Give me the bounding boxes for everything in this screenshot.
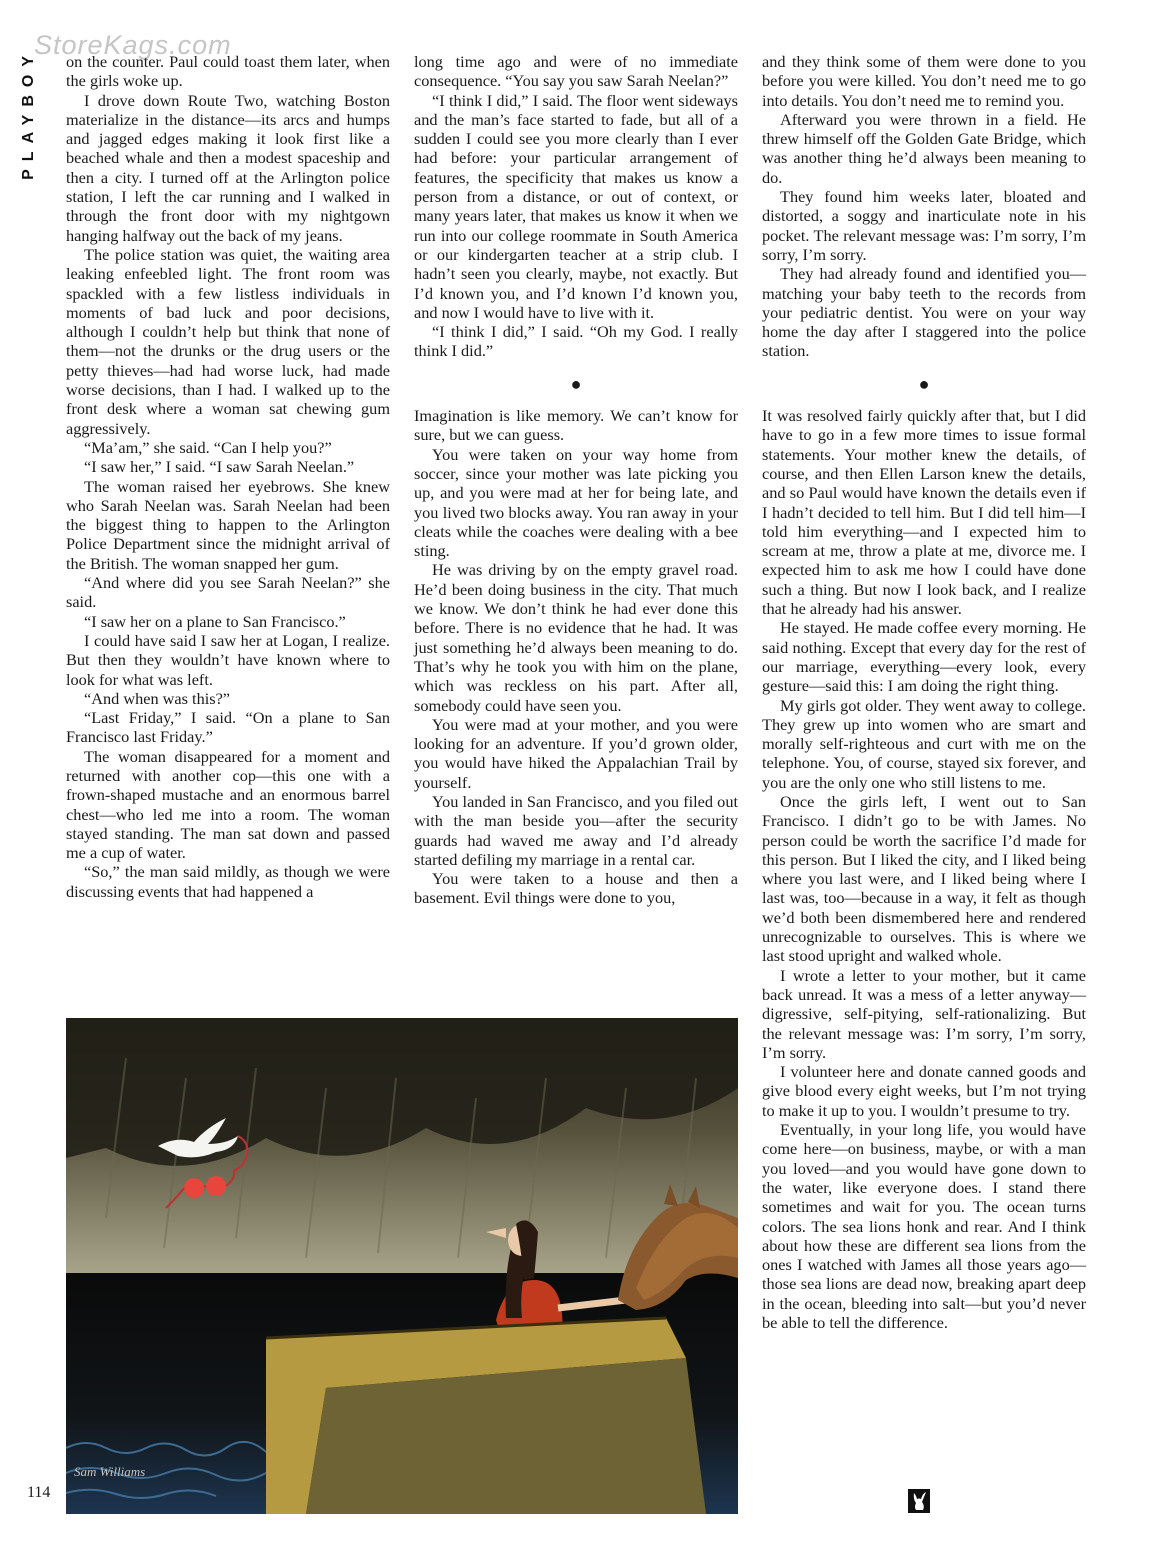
- paragraph: I drove down Route Two, watching Boston materialize in the distance—its arcs and humps and jagged edges making it look first like a beached whale and then a modest spaceship and then a city. I turned off at the Arlington police station, I left the car running and I walked in through the front door with my nightgown hanging halfway out the back of my jeans.: [66, 90, 390, 245]
- section-break-bullet: ●: [570, 373, 582, 394]
- paragraph: He was driving by on the empty gravel road. He’d been doing business in the city. That much we know. We don’t think he had ever done this before. There is no evidence that he had. It was just something he’d always been meaning to do. That’s why he took you with him on the plane, which was reckless on his part. After all, somebody could have seen you.: [414, 560, 738, 715]
- story-illustration: [66, 1018, 738, 1514]
- paragraph: “I saw her on a plane to San Francisco.”: [84, 611, 346, 631]
- paragraph: long time ago and were of no immediate consequence. “You say you saw Sarah Neelan?”: [414, 52, 738, 91]
- illustration-art: [66, 1018, 738, 1514]
- paragraph: You were mad at your mother, and you were looking for an adventure. If you’d grown older, you would have hiked the Appalachian Trail by yourself.: [414, 714, 738, 792]
- paragraph: You were taken on your way home from soccer, since your mother was late picking you up, and you were mad at her for being late, and you lived two blocks away. You ran away in your cleats while the coaches were dealing with a bee sting.: [414, 444, 738, 561]
- paragraph: You were taken to a house and then a basement. Evil things were done to you,: [414, 869, 738, 908]
- section-break-bullet: ●: [918, 373, 930, 394]
- paragraph: It was resolved fairly quickly after that, but I did have to go in a few more times to issue formal statements. Your mother knew the details, of course, and then Ellen Larson knew the details, and so Paul would have known the details even if I hadn’t decided to tell him. But I did tell him—I told him everything—and I expected him to scream at me, throw a plate at me, divorce me. I expected him to ask me how I could have done such a thing. But now I look back, and I realize that he already had his answer.: [762, 406, 1086, 619]
- playboy-rabbit-icon: [908, 1489, 930, 1513]
- paragraph: “I think I did,” I said. The floor went sideways and the man’s face started to fade, but all of a sudden I could see you more clearly than I ever had before: your particular arrangement of features, the specificity that makes us know a person from a distance, or out of context, or many years later, that makes us know it when we run into our college roommate in South America or our kindergarten teacher at a strip club. I hadn’t seen you clearly, maybe, not exactly. But I’d known you, and I’d known I’d known you, and now I would have to live with it.: [414, 90, 738, 322]
- paragraph: He stayed. He made coffee every morning. He said nothing. Except that every day for the rest of our marriage, everything—every look, every gesture—said this: I am doing the right thing.: [762, 618, 1086, 696]
- paragraph: “I saw her,” I said. “I saw Sarah Neelan.”: [84, 457, 355, 477]
- paragraph: They had already found and identified you—matching your baby teeth to the records from your pediatric dentist. You were on your way home the day after I staggered into the police station.: [762, 264, 1086, 361]
- paragraph: I volunteer here and donate canned goods and give blood every eight weeks, but I’m not trying to make it up to you. I wouldn’t presume to try.: [762, 1062, 1086, 1120]
- paragraph: The police station was quiet, the waiting area leaking enfeebled light. The front room was spackled with a few listless individuals in moments of bad luck and poor decisions, although I couldn’t help but think that none of them—not the drunks or the drug users or the petty thieves—had had worse luck, had made worse decisions, than I had. I walked up to the front desk where a woman sat chewing gum aggressively.: [66, 244, 390, 438]
- paragraph: My girls got older. They went away to college. They grew up into women who are smart and morally self-righteous and curt with me on the telephone. You, of course, stayed six forever, and you are the only one who still listens to me.: [762, 695, 1086, 792]
- column-1: [66, 52, 390, 901]
- paragraph: “So,” the man said mildly, as though we were discussing events that had happened a: [66, 862, 390, 901]
- magazine-name: PLAYBOY: [20, 48, 37, 180]
- paragraph: You landed in San Francisco, and you filed out with the man beside you—after the security guards had waved me away and I’d already started defiling my marriage in a rental car.: [414, 791, 738, 869]
- paragraph: The woman raised her eyebrows. She knew who Sarah Neelan was. Sarah Neelan had been the biggest thing to happen to the Arlington Police Department since the midnight arrival of the British. The woman snapped her gum.: [66, 476, 390, 573]
- page-number: 114: [27, 1484, 51, 1501]
- watermark: StoreKags.com: [34, 30, 232, 60]
- paragraph: and they think some of them were done to you before you were killed. You don’t need me to go into details. You don’t need me to remind you.: [762, 52, 1086, 110]
- paragraph: Eventually, in your long life, you would have come here—on business, maybe, or with a man you loved—and you would have gone down to the water, like everyone does. I stand there sometimes and wait for you. The ocean turns colors. The sea lions honk and rear. And I think about how these are different sea lions from the ones I watched with James all those years ago—those sea lions are dead now, breaking apart deep in the ocean, bleeding into salt—but you’d never be able to tell the difference.: [762, 1120, 1086, 1332]
- paragraph: “Ma’am,” she said. “Can I help you?”: [84, 437, 332, 457]
- illustration-signature: Sam Williams: [74, 1464, 146, 1479]
- paragraph: “And when was this?”: [84, 688, 231, 708]
- paragraph: Once the girls left, I went out to San Francisco. I didn’t go to be with James. No person could be worth the sacrifice I’d made for this person. But I liked the city, and I liked being where you last were, and I liked being where I last was, too—because in a way, it felt as though we’d both been dismembered here and rendered unrecognizable to ourselves. This is where we last stood upright and walked whole.: [762, 791, 1086, 966]
- paragraph: Imagination is like memory. We can’t know for sure, but we can guess.: [414, 406, 738, 445]
- paragraph: Afterward you were thrown in a field. He threw himself off the Golden Gate Bridge, which was another thing he’d always been meaning to do.: [762, 109, 1086, 187]
- paragraph: I could have said I saw her at Logan, I realize. But then they wouldn’t have known where to look for what was left.: [66, 630, 390, 689]
- paragraph: “And where did you see Sarah Neelan?” she said.: [66, 573, 390, 612]
- column-2: [414, 52, 738, 908]
- paragraph: “I think I did,” I said. “Oh my God. I really think I did.”: [414, 322, 738, 361]
- paragraph: They found him weeks later, bloated and distorted, a soggy and inarticulate note in his pocket. The relevant message was: I’m sorry, I’m sorry, I’m sorry.: [762, 187, 1086, 264]
- paragraph: The woman disappeared for a moment and returned with another cop—this one with a frown-shaped mustache and an enormous barrel chest—who led me into a room. The woman stayed standing. The man sat down and passed me a cup of water.: [66, 746, 390, 863]
- boat: [266, 1318, 706, 1514]
- paragraph: on the counter. Paul could toast them later, when the girls woke up.: [66, 52, 390, 91]
- paragraph: I wrote a letter to your mother, but it came back unread. It was a mess of a letter anyway—digressive, self-pitying, self-rationalizing. But the relevant message was: I’m sorry, I’m sorry, I’m sorry.: [762, 965, 1086, 1062]
- paragraph: “Last Friday,” I said. “On a plane to San Francisco last Friday.”: [66, 708, 390, 747]
- column-3: [762, 52, 1086, 1332]
